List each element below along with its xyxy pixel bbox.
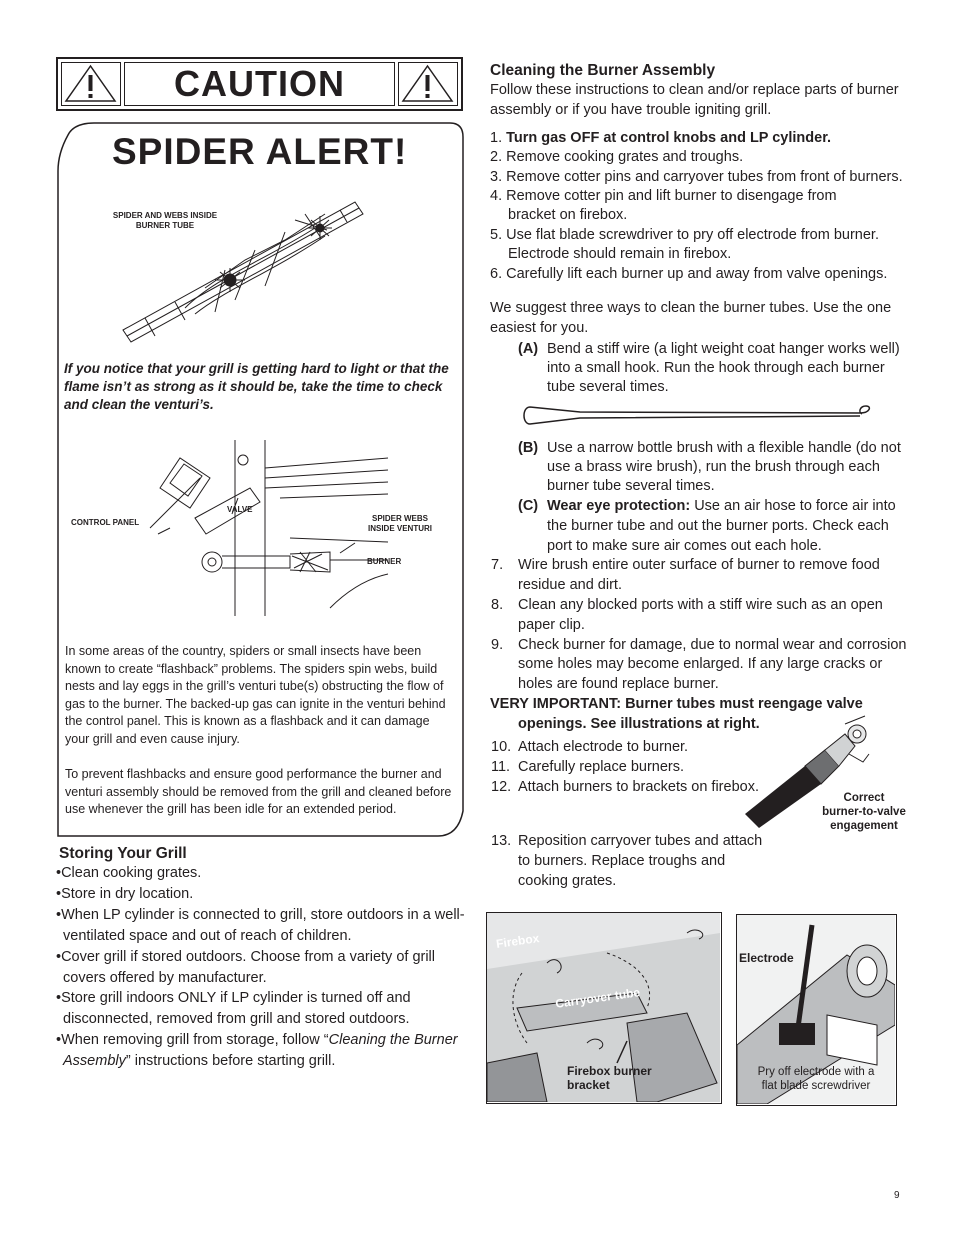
important-note: VERY IMPORTANT: Burner tubes must reengage valve <box>490 696 863 712</box>
step-2: 2. Remove cooking grates and troughs. <box>490 149 744 165</box>
wire-hook-icon <box>520 402 876 428</box>
suggest-text: We suggest three ways to clean the burner tubes. Use the one <box>490 300 892 316</box>
method-b-text: use a brass wire brush), run the brush through each <box>547 459 880 475</box>
method-b-label: (B) <box>518 440 539 456</box>
firebox-bracket-label: Firebox burner bracket <box>567 1064 652 1092</box>
electrode-diagram <box>736 914 897 1106</box>
page-number: 9 <box>894 1190 900 1201</box>
step-10: Attach electrode to burner. <box>518 739 689 755</box>
step-4-cont: bracket on firebox. <box>508 207 628 223</box>
fig2-spider-webs-label: SPIDER WEBS INSIDE VENTURI <box>367 514 432 533</box>
step-13: Reposition carryover tubes and attach <box>518 833 763 849</box>
caution-title-cell <box>124 62 395 106</box>
method-a-text: into a small hook. Run the hook through each burner <box>547 360 885 376</box>
firebox-label: Firebox <box>495 931 541 951</box>
step-11: Carefully replace burners. <box>518 759 685 775</box>
storing-item: •Cover grill if stored outdoors. Choose from a variety of grill <box>56 949 436 965</box>
caution-banner <box>56 57 463 111</box>
fig2-control-panel-label: CONTROL PANEL <box>71 518 140 527</box>
storing-item: •When LP cylinder is connected to grill, store outdoors in a well- <box>56 907 465 923</box>
cleaning-intro: Follow these instructions to clean and/or replace parts of burner <box>490 82 899 98</box>
burner-tube-spider-illustration <box>115 190 370 345</box>
step-11-num: 11. <box>491 759 511 775</box>
step-7-num: 7. <box>491 557 504 573</box>
firebox-diagram <box>486 912 722 1104</box>
step-10-num: 10. <box>491 739 512 755</box>
step-13-num: 13. <box>491 833 512 849</box>
step-8-num: 8. <box>491 597 504 613</box>
method-a-text: tube several times. <box>547 379 669 395</box>
step-7: Wire brush entire outer surface of burner to remove food <box>518 557 880 573</box>
step-13: cooking grates. <box>518 873 617 889</box>
pry-electrode-caption: Pry off electrode with a flat blade screwdriver <box>757 1066 875 1092</box>
storing-item: ventilated space and out of reach of children. <box>63 928 352 944</box>
fig2-burner-label: BURNER <box>367 557 402 566</box>
step-9: Check burner for damage, due to normal wear and corrosion <box>518 637 907 653</box>
step-5: 5. Use flat blade screwdriver to pry off electrode from burner. <box>490 227 879 243</box>
method-b-text: burner tube several times. <box>547 478 715 494</box>
storing-item: •Store in dry location. <box>56 886 194 902</box>
prevention-paragraph: To prevent flashbacks and ensure good performance the burner and venturi assembly should be removed from the grill and cleaned before use whenever the grill has been idle for an extended period. <box>65 767 452 817</box>
step-9-num: 9. <box>491 637 504 653</box>
step-6: 6. Carefully lift each burner up and away from valve openings. <box>490 266 888 282</box>
carryover-tube-label: Carryover tube <box>554 985 641 1011</box>
step-5-cont: Electrode should remain in firebox. <box>508 246 732 262</box>
step-12-num: 12. <box>491 779 512 795</box>
flashback-paragraph: In some areas of the country, spiders or small insects have been known to create “flashback” problems. The spiders spin webs, build nests and lay eggs in the grill’s venturi tube(s) obstructing the flow of gas to the burner. The backed-up gas can ignite in the venturi behind the control panel. This is known as a flashback and it can damage your grill and even cause injury. <box>65 644 446 746</box>
storing-heading: Storing Your Grill <box>59 845 187 862</box>
step-9: some holes may become enlarged. If any large cracks or <box>518 656 883 672</box>
step-1: 1. Turn gas OFF at control knobs and LP cylinder. <box>490 130 832 146</box>
method-c-text: the burner tube and out the burner ports. Check each <box>547 518 889 534</box>
storing-item: •Store grill indoors ONLY if LP cylinder is turned off and <box>56 990 411 1006</box>
step-12: Attach burners to brackets on firebox. <box>518 779 759 795</box>
method-a-text: Bend a stiff wire (a light weight coat hanger works well) <box>547 341 900 357</box>
step-8: Clean any blocked ports with a stiff wire such as an open <box>518 597 883 613</box>
fig1-label: SPIDER AND WEBS INSIDE BURNER TUBE <box>112 211 218 230</box>
cleaning-heading: Cleaning the Burner Assembly <box>490 62 716 79</box>
step-8: paper clip. <box>518 617 585 633</box>
method-c-label: (C) <box>518 498 539 514</box>
storing-item: disconnected, removed from grill and stored outdoors. <box>63 1011 410 1027</box>
spider-alert-title: SPIDER ALERT! <box>112 131 408 172</box>
warning-triangle-icon <box>398 62 458 106</box>
cleaning-intro: assembly or if you have trouble igniting grill. <box>490 102 772 118</box>
correct-engagement-label: Correct burner-to-valve engagement <box>822 792 906 832</box>
step-4: 4. Remove cotter pin and lift burner to disengage from <box>490 188 837 204</box>
step-7: residue and dirt. <box>518 577 622 593</box>
method-c-text: port to make sure air comes out each hole. <box>547 538 822 554</box>
electrode-label: Electrode <box>739 951 794 965</box>
important-note: openings. See illustrations at right. <box>518 716 760 732</box>
method-c-text: Wear eye protection: Use an air hose to force air into <box>547 498 896 514</box>
suggest-text: easiest for you. <box>490 320 589 336</box>
step-9: holes are found replace burner. <box>518 676 719 692</box>
storing-item: •When removing grill from storage, follow “Cleaning the Burner <box>56 1032 458 1048</box>
storing-item: •Clean cooking grates. <box>56 865 202 881</box>
step-3: 3. Remove cotter pins and carryover tubes from front of burners. <box>490 169 903 185</box>
fig2-valve-label: VALVE <box>227 505 253 514</box>
spider-notice: If you notice that your grill is getting hard to light or that the flame isn’t as strong as it should be, take the time to check and clean the venturi’s. <box>64 361 449 412</box>
venturi-cutaway-illustration <box>140 438 390 616</box>
method-a-label: (A) <box>518 341 539 357</box>
storing-item: Assembly” instructions before starting grill. <box>63 1053 336 1069</box>
storing-item: covers offered by manufacturer. <box>63 970 267 986</box>
warning-triangle-icon <box>61 62 121 106</box>
caution-title: CAUTION <box>174 63 345 104</box>
method-b-text: Use a narrow bottle brush with a flexible handle (do not <box>547 440 901 456</box>
step-13: to burners. Replace troughs and <box>518 853 726 869</box>
